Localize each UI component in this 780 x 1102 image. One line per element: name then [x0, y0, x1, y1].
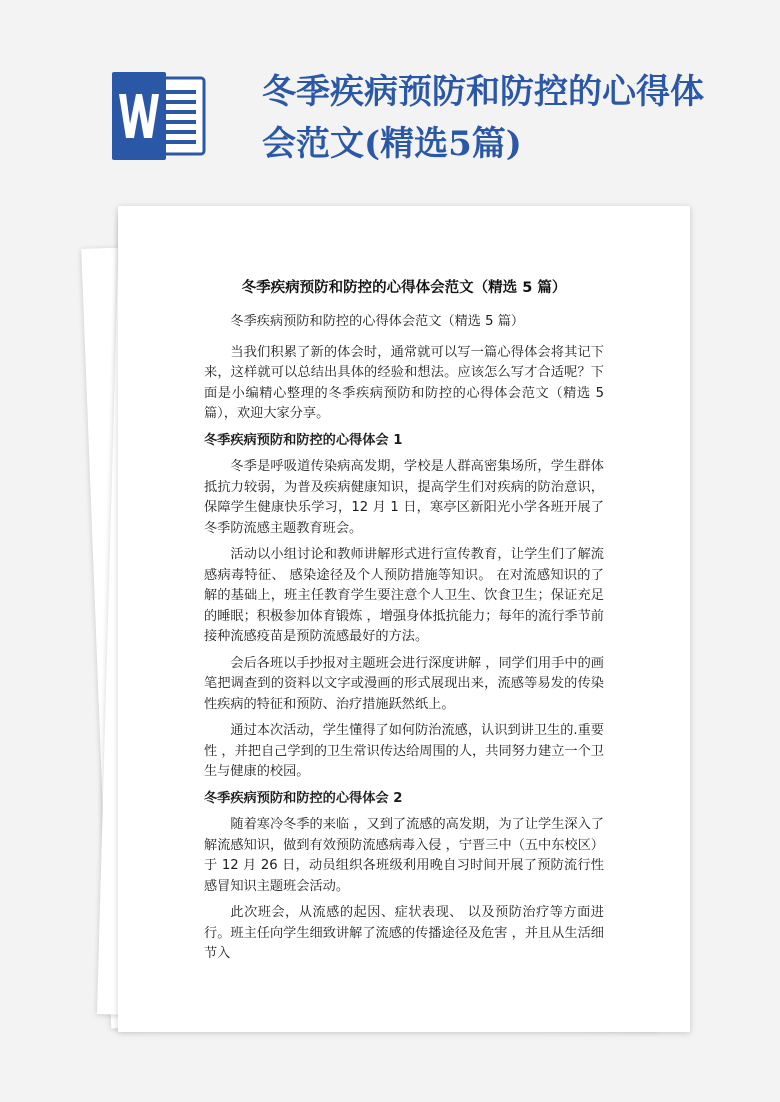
- document-subtitle: 冬季疾病预防和防控的心得体会范文（精选 5 篇）: [230, 314, 525, 329]
- paragraph: 此次班会，从流感的起因、症状表现、 以及预防治疗等方面进行。班主任向学生细致讲解了流感的传播途径及危害 ，并且从生活细节入: [204, 905, 604, 961]
- word-icon: [110, 70, 208, 162]
- intro-paragraph: 当我们积累了新的体会时，通常就可以写一篇心得体会将其记下来，这样就可以总结出具体的经验和想法。应该怎么写才合适呢？下面是小编精心整理的冬季疾病预防和防控的心得体会范文（精选 5篇），欢迎大家分享。: [204, 344, 604, 421]
- paragraph: 随着寒冷冬季的来临 ，又到了流感的高发期，为了让学生深入了解流感知识，做到有效预防流感病毒入侵 ，宁晋三中（五中东校区）于 12 月 26 日，动员组织各班级利用晚自习时间开展了预防流行性感冒知识主题班会活动。: [204, 817, 604, 894]
- paragraph: 通过本次活动，学生懂得了如何防治流感，认识到讲卫生的.重要性 ，并把自己学到的卫生常识传达给周围的人，共同努力建立一个卫生与健康的校园。: [204, 723, 604, 779]
- page-title: 冬季疾病预防和防控的心得体会范文(精选5篇): [262, 72, 704, 164]
- document-content: [118, 206, 690, 1032]
- paragraph: 会后各班以手抄报对主题班会进行深度讲解 ，同学们用手中的画笔把调查到的资料以文字或漫画的形式展现出来，流感等易发的传染性疾病的特征和预防、治疗措施跃然纸上。: [204, 655, 604, 712]
- paragraph: 活动以小组讨论和教师讲解形式进行宣传教育，让学生们了解流感病毒特征、 感染途径及个人预防措施等知识。 在对流感知识的了解的基础上，班主任教育学生要注意个人卫生、饮食卫生；保证充足的睡眠；积极参加体育锻炼 ，增强身体抵抗能力；每年的流行季节前接种流感疫苗是预防流感最好的方法。: [204, 547, 604, 644]
- section-heading: 冬季疾病预防和防控的心得体会 1: [204, 432, 403, 448]
- paragraph: 冬季是呼吸道传染病高发期，学校是人群高密集场所，学生群体抵抗力较弱，为普及疾病健康知识，提高学生们对疾病的防治意识，保障学生健康快乐学习，12 月 1 日，寒亭区新阳光小学各班开展了冬季防流感主题教育班会。: [204, 459, 604, 536]
- section-heading: 冬季疾病预防和防控的心得体会 2: [204, 790, 403, 806]
- document-title: 冬季疾病预防和防控的心得体会范文（精选 5 篇）: [241, 280, 567, 296]
- document-body: [204, 312, 604, 971]
